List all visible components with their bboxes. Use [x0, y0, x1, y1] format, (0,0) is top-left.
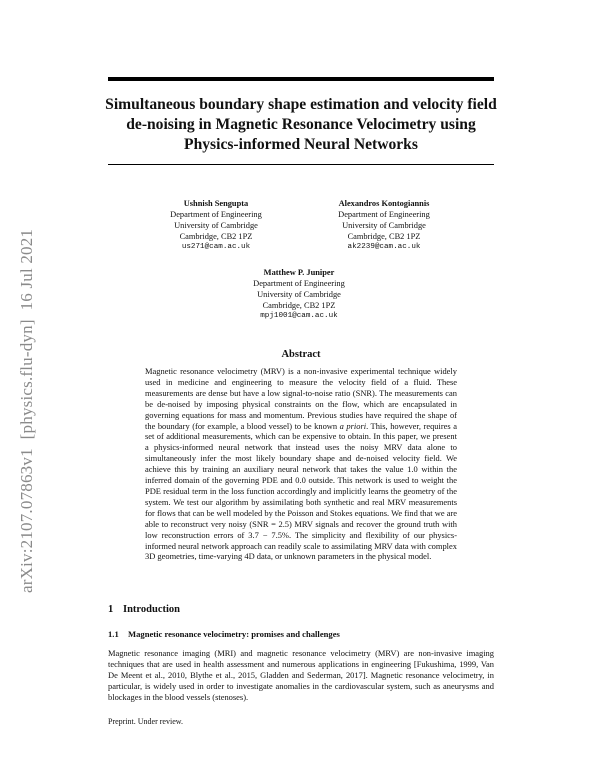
abstract-emphasis: a priori	[339, 420, 367, 431]
author-name: Ushnish Sengupta	[183, 199, 249, 208]
author-department: Department of Engineering	[170, 210, 262, 219]
author-address: Cambridge, CB2 1PZ	[179, 232, 253, 241]
author-department: Department of Engineering	[253, 279, 345, 288]
section-heading	[108, 604, 180, 615]
section-number: 1	[108, 604, 114, 615]
section-title: Introduction	[123, 604, 180, 615]
abstract-text: Magnetic resonance velocimetry (MRV) is a non-invasive experimental technique widely used in medicine and engineering to measure the velocity field of a fluid. These measurements are dense but have a low signal-to-noise ratio (SNR). The measurements can be de-noised by imposing physical constraints on the flow, which are encapsulated in governing equations for mass and momentum. Previous studies have required the shape of the boundary (for example, a blood vessel) to be known	[145, 366, 457, 431]
paper-title: Simultaneous boundary shape estimation and velocity field de-noising in Magnetic Resonance Velocimetry using Physics-informed Neural Networks	[105, 96, 497, 153]
author-email[interactable]: ak2239@cam.ac.uk	[347, 243, 421, 251]
author-university: University of Cambridge	[342, 221, 426, 230]
author-block	[304, 198, 464, 253]
author-block	[136, 198, 296, 253]
author-email[interactable]: mpj1001@cam.ac.uk	[260, 312, 338, 320]
abstract-body	[145, 366, 457, 562]
author-address: Cambridge, CB2 1PZ	[347, 232, 421, 241]
author-address: Cambridge, CB2 1PZ	[262, 301, 336, 310]
author-block	[219, 267, 379, 322]
subsection-title: Magnetic resonance velocimetry: promises and challenges	[128, 629, 340, 639]
intro-paragraph: Magnetic resonance imaging (MRI) and magnetic resonance velocimetry (MRV) are non-invasive imaging techniques that are used in health assessment and numerous applications in engineering [Fukushima, 1999, Van De Meent et al., 2010, Blythe et al., 2015, Gladden and Sederman, 2017]. Magnetic resonance velocimetry, in particular, is widely used in order to investigate anomalies in the cardiovascular system, such as aneurysms and blockages in the blood vessels (stenoses).	[108, 648, 494, 702]
title-top-rule	[108, 77, 494, 81]
author-university: University of Cambridge	[257, 290, 341, 299]
author-name: Matthew P. Juniper	[263, 268, 335, 277]
author-name: Alexandros Kontogiannis	[338, 199, 430, 208]
author-email[interactable]: us271@cam.ac.uk	[181, 243, 251, 251]
arxiv-identifier: arXiv:2107.07863v1 [physics.flu-dyn] 16 Jul 2021	[17, 228, 36, 593]
abstract-heading: Abstract	[281, 349, 321, 360]
author-university: University of Cambridge	[174, 221, 258, 230]
author-department: Department of Engineering	[338, 210, 430, 219]
subsection-heading	[108, 629, 340, 639]
abstract-text: . This, however, requires a set of additional measurements, which can be expensive to obtain. In this paper, we present a physics-informed neural network that instead uses the noisy MRV data alone to simultaneously infer the most likely boundary shape and de-noised velocity field. We achieve this by training an auxiliary neural network that takes the value 1.0 within the inferred domain of the governing PDE and 0.0 outside. This network is used to weight the PDE residual term in the loss function accordingly and implicitly learns the geometry of the system. We test our algorithm by assimilating both synthetic and real MRV measurements for flows that can be well modeled by the Poisson and Stokes equations. We find that we are able to reconstruct very noisy (SNR = 2.5) MRV signals and recover the ground truth with low reconstruction errors of 3.7 − 7.5%. The simplicity and flexibility of our physics-informed neural network approach can readily scale to assimilating MRV data with complex 3D geometries, time-varying 4D data, or unknown parameters in the physical model.	[145, 420, 457, 562]
subsection-number: 1.1	[108, 629, 119, 639]
preprint-footer: Preprint. Under review.	[108, 717, 184, 726]
title-bottom-rule	[108, 164, 494, 165]
